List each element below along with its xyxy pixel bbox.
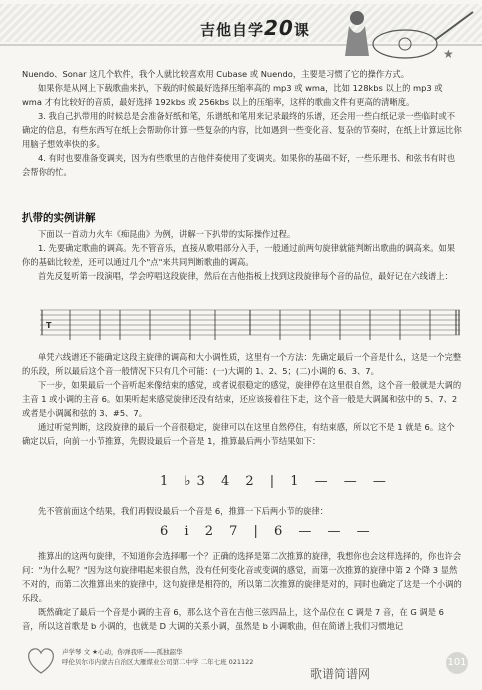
mid-paragraphs [22,227,462,283]
watermark: 歌谱简谱网 [310,667,371,681]
footer-line-2: 呼伦贝尔市内蒙古自治区大雁煤业公司第二中学 二年七班 021122 [62,658,254,666]
paragraph: 3. 我自己扒带用的时候总是会准备好纸和笔，乐谱纸和笔用来记录最终的乐谱，还会用一些白纸记录一些临时或不确定的信息，有些东西写在纸上会帮助你计算一些复杂的内容，比如遇到一些变化音、复杂的节奏时，在纸上计算远比你用脑子想效率快的多。 [22,111,462,149]
analysis-paragraphs [22,350,462,448]
paragraph: 通过听觉判断，这段旋律的最后一个音很稳定，旋律可以在这里自然停住，有结束感，所以它不是 1 就是 6。这个确定以后，向前一小节推算，先假设最后一个音是 1，推算最后两小节结果如下： [22,422,455,446]
heart-icon [24,645,58,675]
end-paragraphs [22,549,462,633]
section-heading: 扒带的实例讲解 [22,212,96,224]
footer-text [62,647,253,667]
svg-text:T: T [46,321,52,330]
title-prefix: 吉他自学 [200,21,265,39]
paragraph: 既然确定了最后一个音是小调的主音 6，那么这个音在吉他三弦四品上，这个品位在 C 调是 7 音，在 G 调是 6 音，所以这首歌是 b 小调的，也就是 D 大调的关系小调，虽然是 b 小调歌曲，但在简谱上我们习惯地记 [22,607,444,631]
page-number: 101 [446,652,468,674]
page-header [0,0,482,62]
paragraph: 首先反复听第一段演唱，学会哼唱这段旋律，然后在吉他指板上找到这段旋律每个音的品位，最好记在六线谱上： [38,271,453,281]
guitar-icon [335,4,475,62]
page-footer [22,645,482,690]
numbered-notation-1: 1 ♭3 4 2 | 1 — — — [160,474,392,489]
star-icon: ★ [443,47,454,61]
paragraph: 下一步，如果最后一个音听起来像结束的感觉，或者说很稳定的感觉，旋律停在这里很自然，这个音一般就是大调的主音 1 或小调的主音 6。如果听起来感觉旋律还没有结束，还应该接着往下走，这个音一般是大调属和弦中的 5、7、2 或者是小调属和弦的 3、#5、7。 [22,380,462,418]
paragraph: 推算出的这两句旋律，不知道你会选择哪一个？正确的选择是第二次推算的旋律，我想你也会这样选择的，你也许会问："为什么呢？"因为这句旋律唱起来很自然，没有任何变化音或变调的感觉，而第一次推算的旋律中第 2 个降 3 显然不对的，而第二次推算出来的旋律中，这句旋律是相符的，所以第二次推算的旋律是对的，同时也确定了这是一个小调的乐段。 [22,551,462,603]
title-suffix: 课 [293,21,310,39]
paragraph: 1. 先要确定歌曲的调高。先不管音乐，直接从歌唱部分入手，一般通过前两句旋律就能判断出歌曲的调高来。如果你的基础比较差，还可以通过几个"点"来共同判断歌曲的调高。 [22,243,456,267]
footer-line-1: 声学琴 文 ★心动，你弹我听——孤独韶华 [62,648,183,656]
title-number: 20 [264,16,294,40]
paragraph: 下面以一首动力火车《痴昆曲》为例，讲解一下扒带的实际操作过程。 [38,229,296,239]
top-paragraphs [22,67,462,179]
paragraph: 4. 有时也要准备变调夹，因为有些歌里的吉他伴奏使用了变调夹。如果你的基础不好，一些乐理书、和弦书有时也会帮你的忙。 [22,153,456,177]
paragraph: 单凭六线谱还不能确定这段主旋律的调高和大小调性质，这里有一个方法：先确定最后一个音是什么，这是一个完整的乐段，所以最后这个音一般情况下只有几个可能：(一)大调的 1、2、5；(二)小调的 6、3、7。 [22,352,462,376]
girl-figure-icon [345,11,369,56]
book-title [200,16,310,40]
numbered-notation-2: 6 i 2 7 | 6 — — — [160,524,376,539]
between-paragraph [22,504,462,518]
paragraph: 先不管前面这个结果，我们再假设最后一个音是 6，推算一下后两小节的旋律： [38,506,329,516]
tablature-staff [40,306,460,342]
paragraph: 如果你是从网上下载歌曲来扒，下载的时候最好选择压缩率高的 mp3 或 wma，比如 128kbs 以上的 mp3 或 wma 才有比较好的音质，最好选择 192kbs 或 256kbs 以上的压缩率，这样的歌曲文件有更高的清晰度。 [22,83,443,107]
paragraph: Nuendo、Sonar 这几个软件，我个人就比较喜欢用 Cubase 或 Nuendo，主要是习惯了它的操作方式。 [22,69,410,79]
